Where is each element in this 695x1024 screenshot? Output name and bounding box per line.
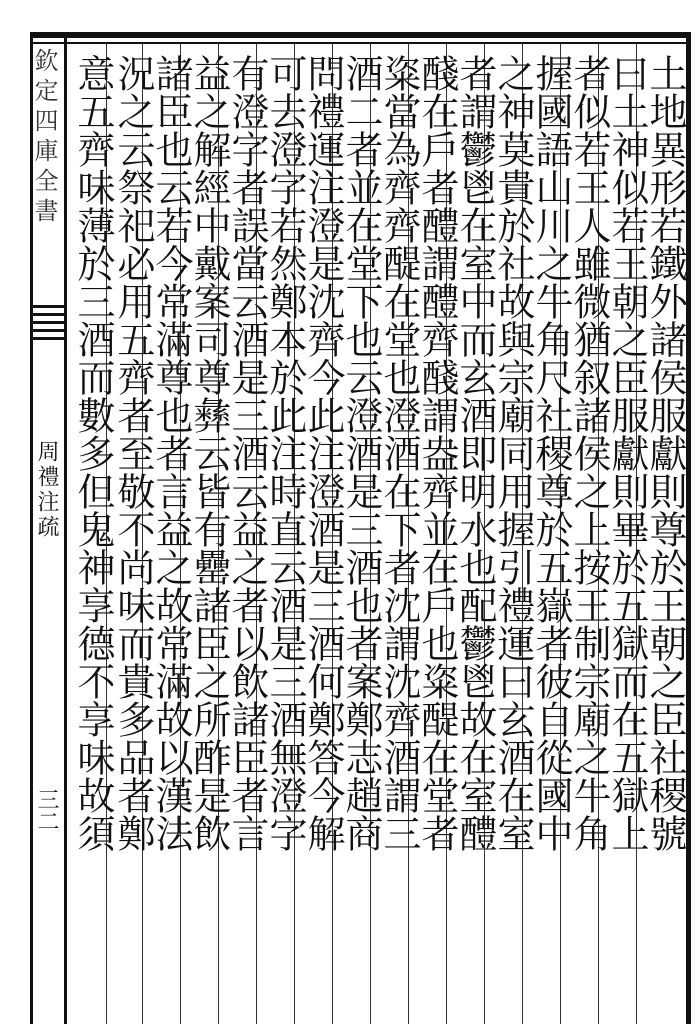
frame-top-inner-border: [30, 42, 690, 44]
text-column-9: 酒二者並在堂下也云澄酒是三酒也者案鄭志趙商: [339, 54, 383, 852]
book-title: 周禮注疏: [34, 440, 59, 540]
text-column-6: 者謂鬱鬯在室中而玄酒即明水也配鬱鬯故在室醴: [453, 54, 497, 852]
text-column-7: 醆在戶者醴謂醴齊醆謂盎齊並在戶也粢醍在堂者: [415, 54, 459, 852]
text-column-4: 握國語山川之牛角尺社稷尊於五嶽者彼自從國中: [529, 54, 573, 852]
text-column-8: 粢當為齊齊醍在堂也澄酒在下者沈謂沈齊酒謂三: [377, 54, 421, 852]
text-column-16: 意五齊味薄於三酒而數多但鬼神享德不享味故須: [71, 54, 115, 852]
text-column-12: 有澄字者誤當云酒是三酒云益之者以飲諸臣者言: [225, 54, 269, 852]
text-column-5: 之神莫貴於社故與宗廟同用握引禮運曰玄酒在室: [491, 54, 535, 852]
text-column-1: 土地異形若鐵外諸侯服獻則尊於王朝之臣社稷號: [643, 54, 687, 852]
fish-tail-mark: [33, 305, 64, 341]
text-column-15: 況之云祭祀必用五齊者至敬不尚味而貴多品者鄭: [111, 54, 155, 852]
center-gutter-line: [64, 32, 67, 1024]
text-column-2: 曰土神似若王朝之臣服獻則畢於五獄而在五獄上: [605, 54, 649, 852]
edition-title: 欽定四庫全書: [30, 48, 58, 228]
text-column-13: 益之解經中戴案司尊彝云皆有罍諸臣之所酢是飲: [187, 54, 231, 852]
text-column-3: 者似若王人雖微猶叙諸侯之上按王制宗廟之牛角: [567, 54, 611, 852]
text-column-11: 可去澄字若然鄭本於此注時直云酒是三酒無澄字: [263, 54, 307, 852]
page-number: 三二: [34, 788, 59, 832]
text-column-14: 諸臣也云若今常滿尊也者言益之故常滿故以漢法: [149, 54, 193, 852]
frame-top-border: [30, 32, 690, 38]
text-column-10: 問禮運注澄是沈齊今此注澄酒是三酒何鄭答今解: [301, 54, 345, 852]
